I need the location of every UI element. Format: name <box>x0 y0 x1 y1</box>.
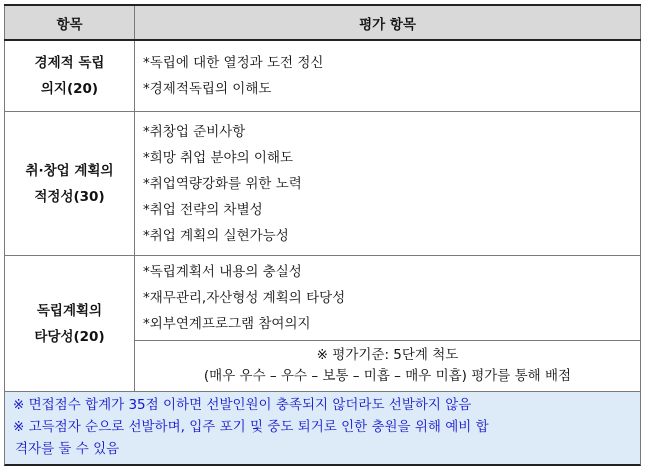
items-cell <box>135 256 641 341</box>
list-item: *경제적독립의 이해도 <box>143 81 272 97</box>
list-item: *취업 전략의 차별성 <box>143 201 263 218</box>
footnote-line: ※ 고득점자 순으로 선발하며, 입주 포기 및 중도 퇴거로 인한 충원을 위해 예비 합 <box>13 419 489 435</box>
items-cell <box>135 40 641 112</box>
evaluation-document <box>4 4 641 466</box>
criteria-note-line: (매우 우수 – 우수 – 보통 – 미흡 – 매우 미흡) 평가를 통해 배점 <box>203 368 572 384</box>
table-row <box>5 40 641 112</box>
footnote-line: 격자를 둘 수 있음 <box>15 441 120 457</box>
list-item: *외부연계프로그램 참여의지 <box>143 316 311 332</box>
category-line: 타당성(20) <box>34 328 105 345</box>
category-line: 취·창업 계획의 <box>25 162 114 179</box>
category-line: 경제적 독립 <box>34 55 105 71</box>
category-line: 독립계획의 <box>36 302 103 319</box>
list-item: *독립에 대한 열정과 도전 정신 <box>143 55 324 71</box>
footnote-line: ※ 면접점수 합계가 35점 이하면 선발인원이 충족되지 않더라도 선발하지 않음 <box>13 397 472 413</box>
list-item: *재무관리,자산형성 계획의 타당성 <box>143 290 346 306</box>
table-row <box>5 256 641 341</box>
table-row <box>5 112 641 256</box>
criteria-note-line: ※ 평가기준: 5단계 척도 <box>316 347 459 363</box>
footnote-box <box>4 392 641 466</box>
category-cell <box>5 256 135 392</box>
header-evaluation: 평가 항목 <box>135 5 641 40</box>
list-item: *취업 계획의 실현가능성 <box>143 227 289 244</box>
list-item: *독립계획서 내용의 충실성 <box>143 264 302 280</box>
criteria-note-cell <box>135 341 641 392</box>
items-cell <box>135 112 641 256</box>
list-item: *취창업 준비사항 <box>143 123 246 140</box>
category-cell <box>5 112 135 256</box>
table-header-row <box>5 5 641 40</box>
category-line: 의지(20) <box>40 81 99 97</box>
category-line: 적정성(30) <box>34 188 105 205</box>
category-cell <box>5 40 135 112</box>
list-item: *희망 취업 분야의 이해도 <box>143 149 294 166</box>
list-item: *취업역량강화를 위한 노력 <box>143 175 302 192</box>
evaluation-table <box>4 4 641 392</box>
header-category: 항목 <box>5 5 135 40</box>
